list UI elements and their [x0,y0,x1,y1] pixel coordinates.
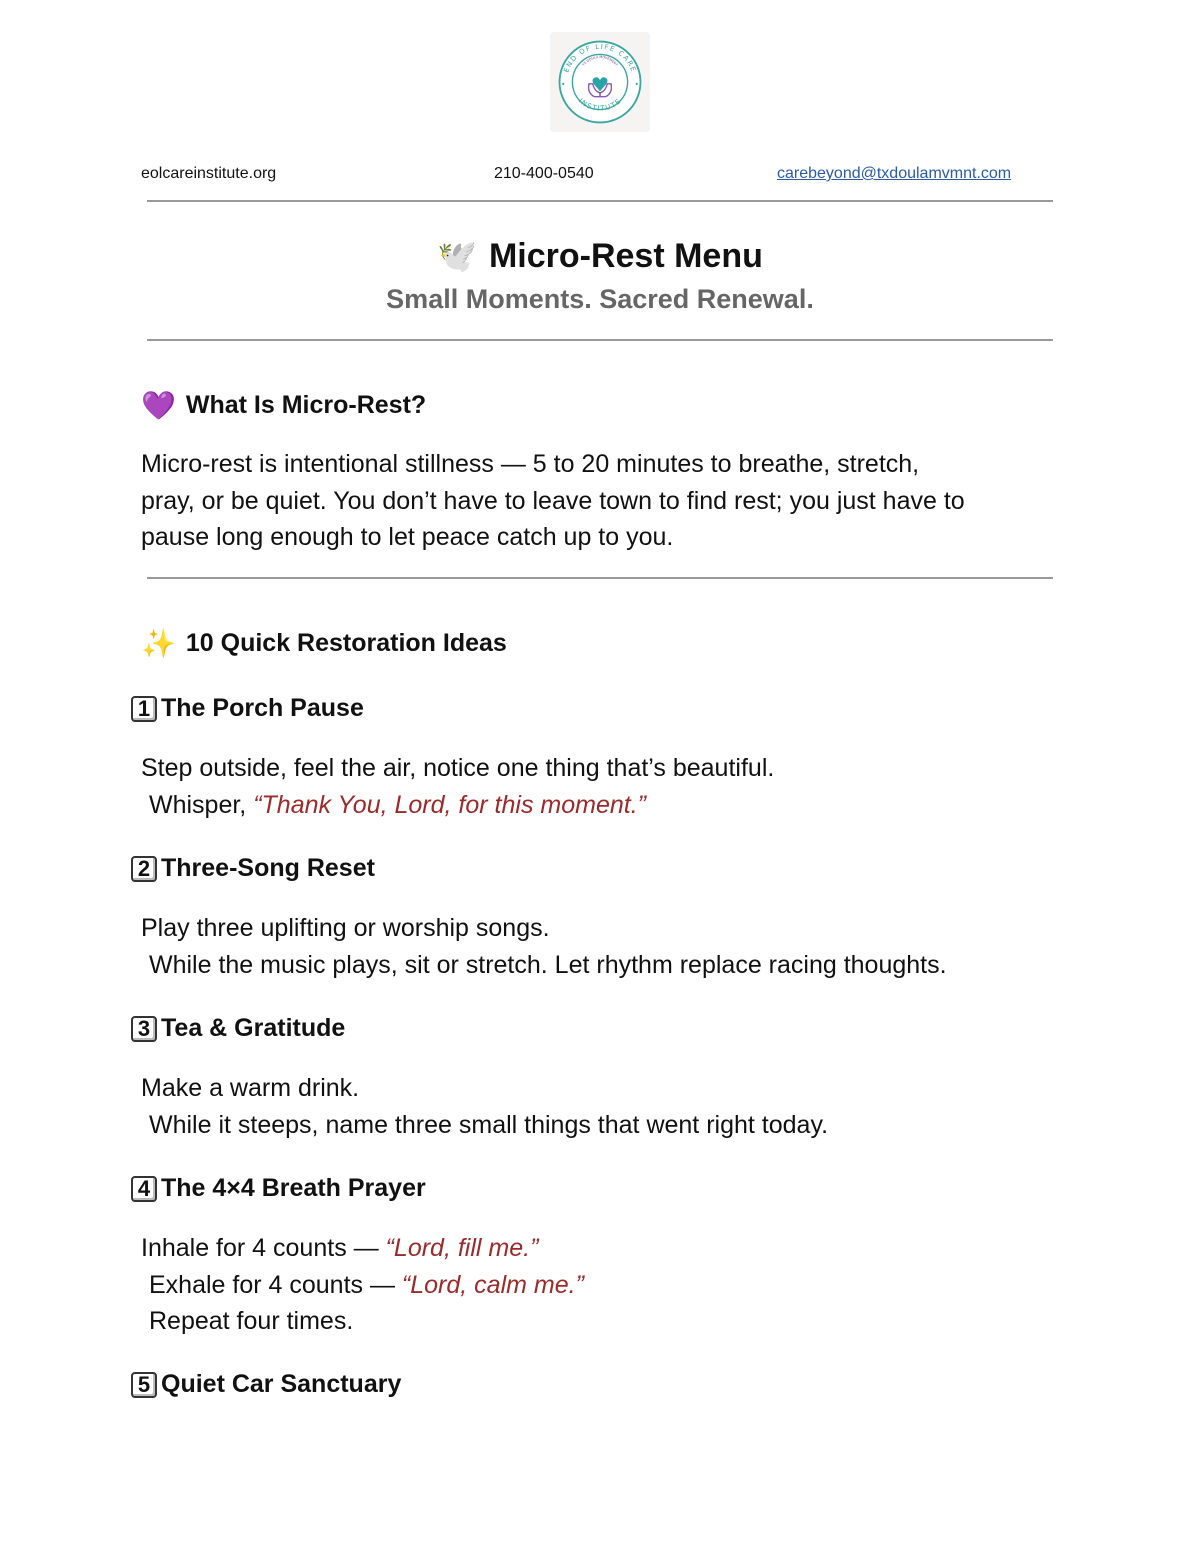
idea-1-heading [131,694,364,723]
idea-line-prefix: Exhale for 4 counts — [149,1270,402,1299]
idea-1-body [141,750,1071,823]
phone-text: 210-400-0540 [494,165,594,182]
idea-line: Make a warm drink. [141,1074,360,1102]
keycap-1-icon: 1 [131,696,157,722]
divider-top [147,200,1053,202]
idea-title: Tea & Gratitude [161,1014,346,1042]
prayer-quote: “Lord, fill me.” [385,1234,539,1262]
prayer-quote: “Lord, calm me.” [401,1270,584,1299]
ideas-heading [141,627,507,660]
title-row [0,236,1200,276]
idea-2-heading [131,854,375,883]
what-is-line: pause long enough to let peace catch up to you. [141,523,674,551]
idea-line-prefix: Inhale for 4 counts — [141,1234,386,1262]
logo-seal [554,36,646,128]
prayer-quote: “Thank You, Lord, for this moment.” [253,790,646,819]
idea-title: The Porch Pause [161,694,364,722]
keycap-5-icon: 5 [131,1372,157,1398]
idea-4-body [141,1230,1071,1340]
sparkles-icon: ✨ [141,628,176,659]
idea-title: The 4×4 Breath Prayer [161,1174,426,1202]
what-is-heading [141,389,426,422]
idea-2-body [141,910,1071,983]
logo-ring-top-text: END OF LIFE CARE [562,42,638,74]
idea-4-heading [131,1174,426,1203]
institute-logo [550,32,650,132]
purple-heart-icon: 💜 [141,390,176,421]
idea-line [141,1230,1071,1267]
keycap-2-icon: 2 [131,856,157,882]
logo-ring-bottom-text: INSTITUTE [576,96,624,113]
ideas-heading-text: 10 Quick Restoration Ideas [185,629,507,657]
idea-line: While it steeps, name three small things that went right today. [149,1110,829,1139]
divider-section [147,577,1053,579]
idea-line: Play three uplifting or worship songs. [141,914,550,942]
idea-line [141,787,1071,824]
page-title: Micro-Rest Menu [488,237,763,275]
idea-title: Three-Song Reset [161,854,375,882]
idea-line: Step outside, feel the air, notice one thing that’s beautiful. [141,754,775,782]
email-link[interactable]: carebeyond@txdoulamvmnt.com [777,165,1012,182]
keycap-4-icon: 4 [131,1176,157,1202]
idea-title: Quiet Car Sanctuary [161,1370,402,1398]
what-is-line: Micro-rest is intentional stillness — 5 to 20 minutes to breathe, stretch, [141,450,920,478]
what-is-paragraph [141,446,1071,556]
idea-line: Repeat four times. [149,1307,354,1335]
idea-line: While the music plays, sit or stretch. Let rhythm replace racing thoughts. [149,950,947,979]
idea-5-heading [131,1370,401,1399]
keycap-3-icon: 3 [131,1016,157,1042]
dove-icon: 🕊️ [437,238,477,274]
what-is-line: pray, or be quiet. You don’t have to leave town to find rest; you just have to [141,486,965,515]
what-is-heading-text: What Is Micro-Rest? [185,391,427,419]
idea-3-heading [131,1014,345,1043]
logo-inner-text: TX DOULA MOVEMENT [581,55,619,67]
divider-title [147,339,1053,341]
idea-line-prefix: Whisper, [149,790,254,819]
website-text: eolcareinstitute.org [141,165,277,182]
idea-3-body [141,1070,1071,1143]
page-subtitle: Small Moments. Sacred Renewal. [386,284,814,314]
idea-line [141,1267,1071,1304]
